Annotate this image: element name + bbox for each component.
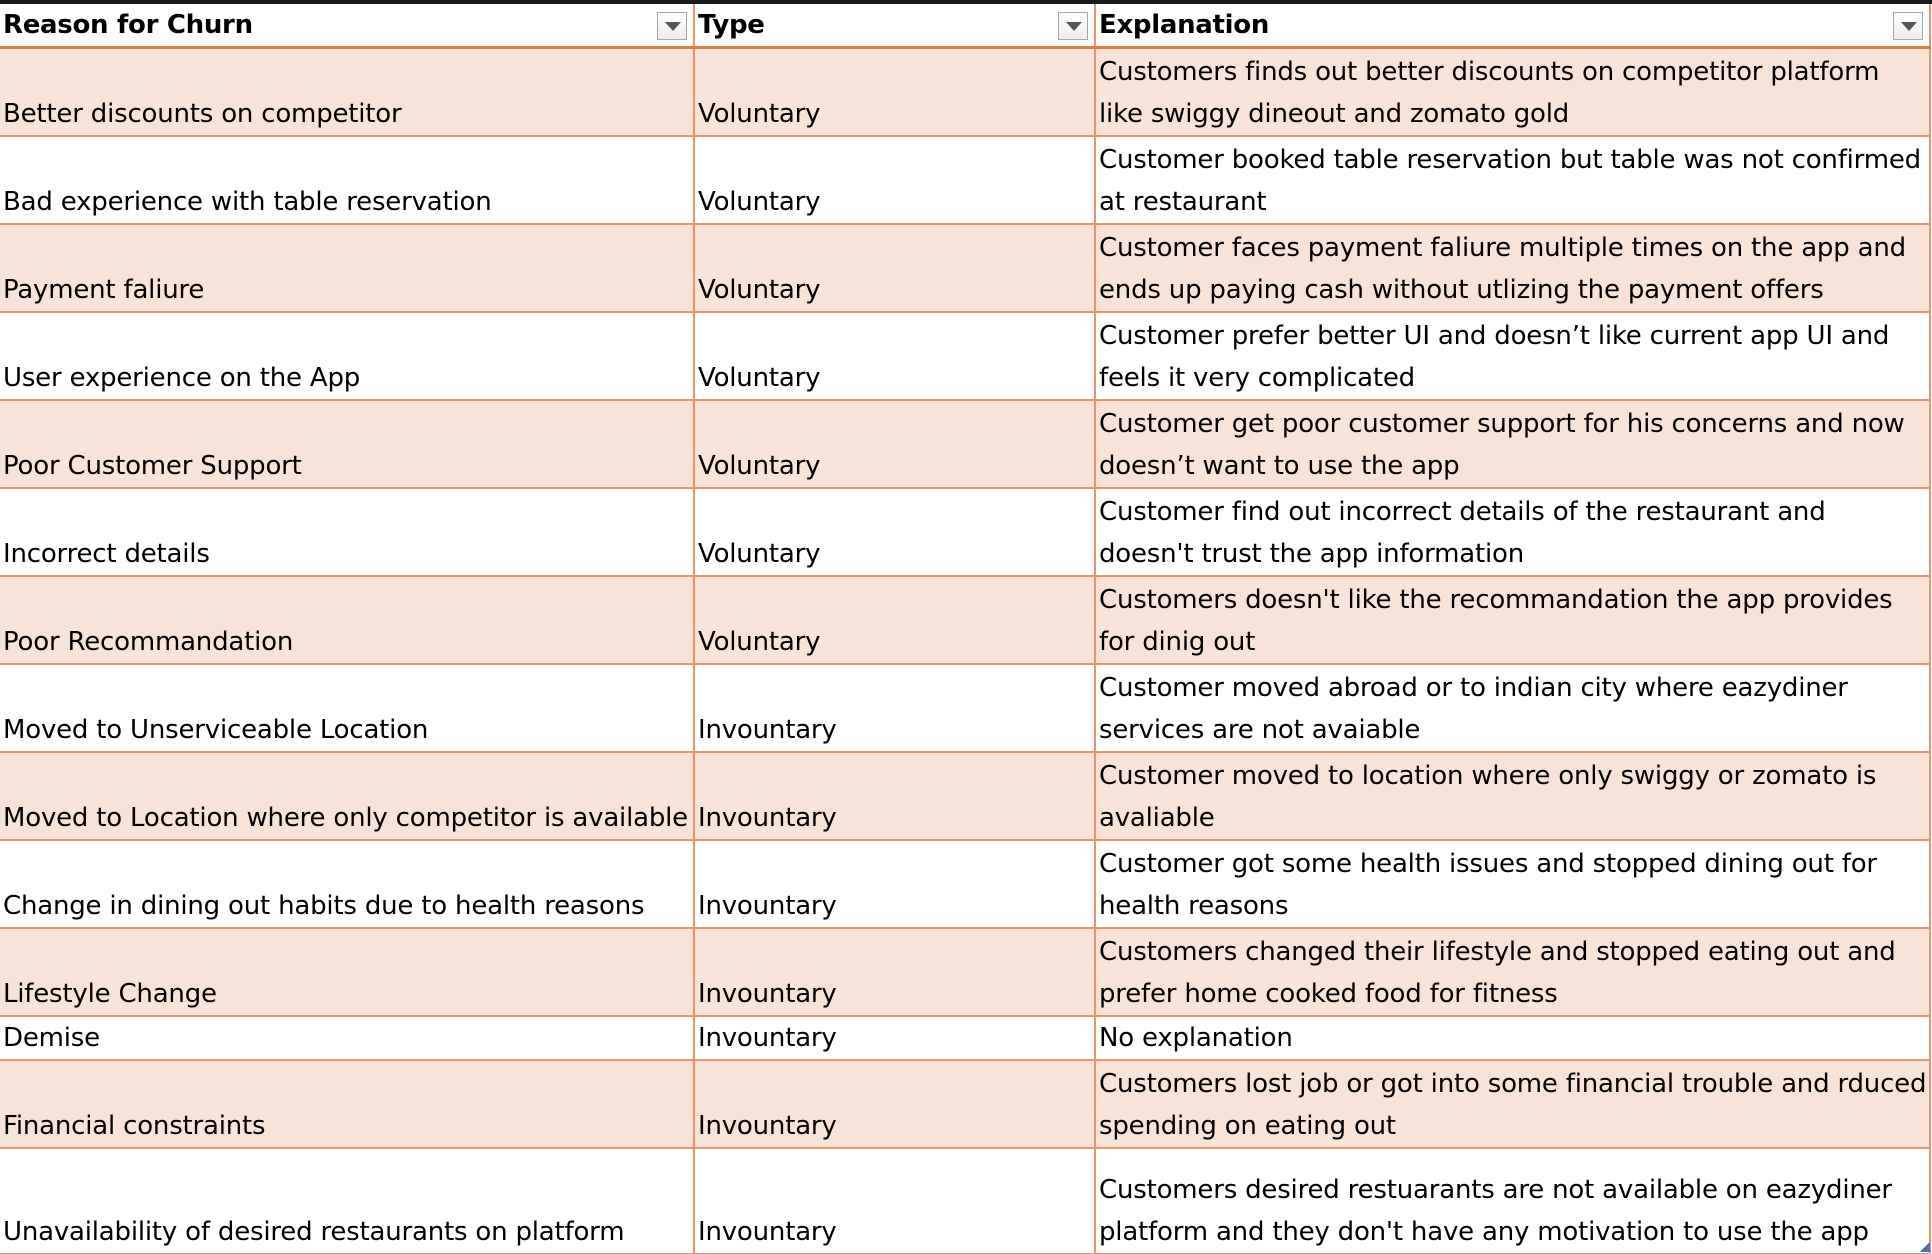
cell-type[interactable]: Voluntary: [694, 224, 1095, 312]
header-explanation-label: Explanation: [1099, 10, 1270, 40]
table-row: [0, 312, 1930, 400]
header-row: [0, 4, 1930, 48]
table-row: [0, 224, 1930, 312]
cell-reason[interactable]: User experience on the App: [0, 312, 694, 400]
cell-reason[interactable]: Lifestyle Change: [0, 928, 694, 1016]
cell-type[interactable]: Voluntary: [694, 576, 1095, 664]
table-row: [0, 928, 1930, 1016]
cell-type[interactable]: Voluntary: [694, 312, 1095, 400]
filter-dropdown-icon[interactable]: [1058, 12, 1088, 40]
cell-explanation[interactable]: Customer get poor customer support for his concerns and now doesn’t want to use the app: [1095, 400, 1930, 488]
cell-type[interactable]: Invountary: [694, 1148, 1095, 1254]
cell-reason[interactable]: Financial constraints: [0, 1060, 694, 1148]
cell-reason[interactable]: Moved to Location where only competitor is available: [0, 752, 694, 840]
cell-reason[interactable]: Change in dining out habits due to health reasons: [0, 840, 694, 928]
header-type[interactable]: [694, 4, 1095, 48]
table-row: [0, 576, 1930, 664]
cell-explanation[interactable]: Customers doesn't like the recommandation the app provides for dinig out: [1095, 576, 1930, 664]
table-row: [0, 400, 1930, 488]
cell-reason[interactable]: Incorrect details: [0, 488, 694, 576]
header-reason[interactable]: [0, 4, 694, 48]
cell-type[interactable]: Invountary: [694, 1060, 1095, 1148]
cell-explanation[interactable]: Customers desired restuarants are not available on eazydiner platform and they don't have any motivation to use the app: [1095, 1148, 1930, 1254]
table-row: [0, 664, 1930, 752]
cell-reason[interactable]: Demise: [0, 1016, 694, 1060]
cell-explanation[interactable]: Customer faces payment faliure multiple times on the app and ends up paying cash without utlizing the payment offers: [1095, 224, 1930, 312]
cell-reason[interactable]: Unavailability of desired restaurants on platform: [0, 1148, 694, 1254]
table-resize-handle[interactable]: [1920, 1242, 1930, 1252]
cell-type[interactable]: Invountary: [694, 752, 1095, 840]
cell-explanation[interactable]: Customers changed their lifestyle and stopped eating out and prefer home cooked food for fitness: [1095, 928, 1930, 1016]
table-row: [0, 1060, 1930, 1148]
cell-type[interactable]: Voluntary: [694, 488, 1095, 576]
table-row: [0, 136, 1930, 224]
cell-reason[interactable]: Better discounts on competitor: [0, 48, 694, 137]
table-row: [0, 48, 1930, 137]
filter-dropdown-icon[interactable]: [1893, 12, 1923, 40]
cell-reason[interactable]: Poor Customer Support: [0, 400, 694, 488]
header-reason-label: Reason for Churn: [3, 10, 253, 40]
cell-explanation[interactable]: Customer find out incorrect details of the restaurant and doesn't trust the app information: [1095, 488, 1930, 576]
cell-type[interactable]: Invountary: [694, 928, 1095, 1016]
cell-explanation[interactable]: No explanation: [1095, 1016, 1930, 1060]
cell-explanation[interactable]: Customer got some health issues and stopped dining out for health reasons: [1095, 840, 1930, 928]
table-row: [0, 488, 1930, 576]
cell-reason[interactable]: Moved to Unserviceable Location: [0, 664, 694, 752]
cell-reason[interactable]: Poor Recommandation: [0, 576, 694, 664]
cell-type[interactable]: Voluntary: [694, 400, 1095, 488]
cell-explanation[interactable]: Customer prefer better UI and doesn’t like current app UI and feels it very complicated: [1095, 312, 1930, 400]
cell-explanation[interactable]: Customer moved abroad or to indian city where eazydiner services are not avaiable: [1095, 664, 1930, 752]
filter-dropdown-icon[interactable]: [657, 12, 687, 40]
table-row: [0, 1016, 1930, 1060]
header-explanation[interactable]: [1095, 4, 1930, 48]
cell-explanation[interactable]: Customer moved to location where only swiggy or zomato is avaliable: [1095, 752, 1930, 840]
header-type-label: Type: [698, 10, 765, 40]
cell-explanation[interactable]: Customers finds out better discounts on competitor platform like swiggy dineout and zomato gold: [1095, 48, 1930, 137]
cell-type[interactable]: Invountary: [694, 664, 1095, 752]
cell-reason[interactable]: Bad experience with table reservation: [0, 136, 694, 224]
churn-reasons-table: [0, 4, 1931, 1254]
table-row: [0, 840, 1930, 928]
cell-type[interactable]: Voluntary: [694, 136, 1095, 224]
cell-explanation[interactable]: Customer booked table reservation but table was not confirmed at restaurant: [1095, 136, 1930, 224]
table-row: [0, 1148, 1930, 1254]
cell-type[interactable]: Invountary: [694, 840, 1095, 928]
cell-explanation[interactable]: Customers lost job or got into some financial trouble and rduced spending on eating out: [1095, 1060, 1930, 1148]
cell-type[interactable]: Voluntary: [694, 48, 1095, 137]
table-row: [0, 752, 1930, 840]
cell-type[interactable]: Invountary: [694, 1016, 1095, 1060]
cell-reason[interactable]: Payment faliure: [0, 224, 694, 312]
